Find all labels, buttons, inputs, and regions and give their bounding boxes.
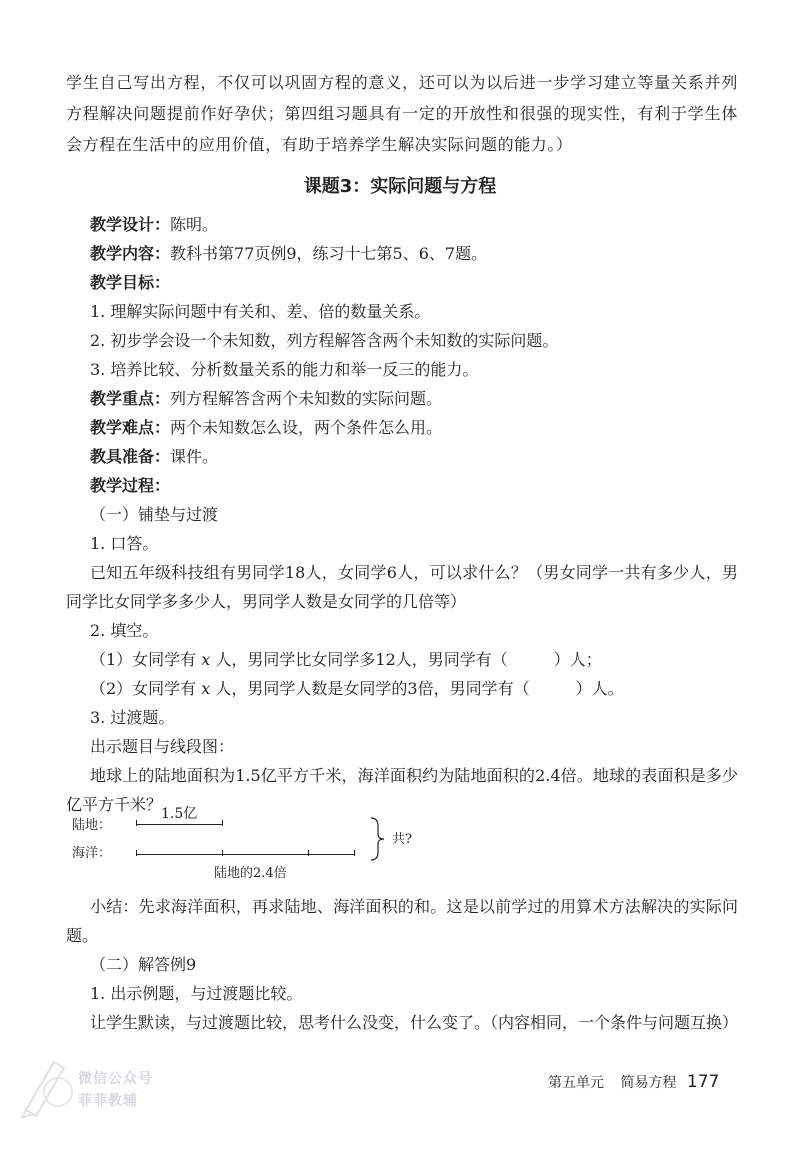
brace-icon [368,816,388,862]
goals-label: 教学目标： [90,273,171,292]
difficulty-line [66,413,738,442]
key-label: 教学重点： [90,389,171,408]
segment-tick [222,820,223,826]
page-footer [548,1072,719,1093]
land-value: 1.5亿 [161,806,198,822]
content-label: 教学内容： [90,244,171,263]
transition-step: 3. 过渡题。 [90,708,175,727]
content-line [66,239,738,268]
difficulty-label: 教学难点： [90,418,171,437]
tools-line [66,442,738,471]
difficulty-text: 两个未知数怎么设，两个条件怎么用。 [170,418,443,437]
problem-text: 地球上的陆地面积为1.5亿平方千米，海洋面积约为陆地面积的2.4倍。地球的表面积是多少亿平方千米？ [66,766,738,814]
tools-text: 课件。 [170,447,219,466]
segment-tick [136,850,137,856]
oral-step: 1. 口答。 [90,534,159,553]
footer-chapter: 简易方程 [620,1075,677,1091]
ocean-segment [136,854,354,855]
fill-item-1: （1）女同学有 x 人，男同学比女同学多12人，男同学有（ ）人； [90,650,602,669]
goals-heading [66,268,738,297]
design-line [66,210,738,239]
segment-tick [354,850,355,856]
watermark [18,1052,158,1122]
variable-x: x [201,650,211,669]
goal-item: 3. 培养比较、分析数量关系的能力和举一反三的能力。 [90,360,479,379]
show-diagram-line: 出示题目与线段图： [90,737,235,756]
page-number: 177 [686,1072,720,1092]
footer-unit: 第五单元 [548,1075,604,1091]
total-label: 共? [392,832,412,847]
example-step: 1. 出示例题，与过渡题比较。 [90,984,303,1003]
tools-label: 教具准备： [90,447,171,466]
variable-x: x [201,679,211,698]
process-label: 教学过程： [90,476,171,495]
part2-heading: （二）解答例9 [90,955,197,974]
segment-tick [308,850,309,856]
ocean-note: 陆地的2.4倍 [214,866,287,881]
summary-text: 小结：先求海洋面积，再求陆地、海洋面积的和。这是以前学过的用算术方法解决的实际问题。 [66,897,738,945]
goal-item: 2. 初步学会设一个未知数，列方程解答含两个未知数的实际问题。 [90,331,559,350]
segment-tick [136,820,137,826]
design-label: 教学设计： [90,215,171,234]
ocean-label: 海洋： [72,846,112,861]
example-instruction: 让学生默读，与过渡题比较，思考什么没变，什么变了。（内容相同，一个条件与问题互换） [90,1013,739,1032]
watermark-line2: 菲菲教辅 [78,1093,138,1109]
intro-paragraph: 学生自己写出方程，不仅可以巩固方程的意义，还可以为以后进一步学习建立等量关系并列方程解决问题提前作好孕伏；第四组习题具有一定的开放性和很强的现实性，有利于学生体会方程在生活中的应用价值，有助于培养学生解决实际问题的能力。） [66,73,738,154]
goal-item: 1. 理解实际问题中有关和、差、倍的数量关系。 [90,302,431,321]
fill-item-2: （2）女同学有 x 人，男同学人数是女同学的3倍，男同学有（ ）人。 [90,679,624,698]
oral-question: 已知五年级科技组有男同学18人，女同学6人，可以求什么？（男女同学一共有多少人，男同学比女同学多多少人，男同学人数是女同学的几倍等） [66,563,738,611]
segment-diagram [66,802,466,882]
pen-icon [18,1052,74,1118]
design-text: 陈明。 [170,215,219,234]
fill-step: 2. 填空。 [90,621,159,640]
lesson-title: 课题3：实际问题与方程 [303,176,497,197]
part1-heading: （一）铺垫与过渡 [90,505,219,524]
key-text: 列方程解答含两个未知数的实际问题。 [170,389,443,408]
land-segment [136,824,222,825]
content-text: 教科书第77页例9，练习十七第5、6、7题。 [170,244,488,263]
process-line [66,471,738,500]
land-label: 陆地： [72,818,112,833]
watermark-line1: 微信公众号 [78,1071,153,1087]
key-line [66,384,738,413]
segment-tick [222,850,223,856]
